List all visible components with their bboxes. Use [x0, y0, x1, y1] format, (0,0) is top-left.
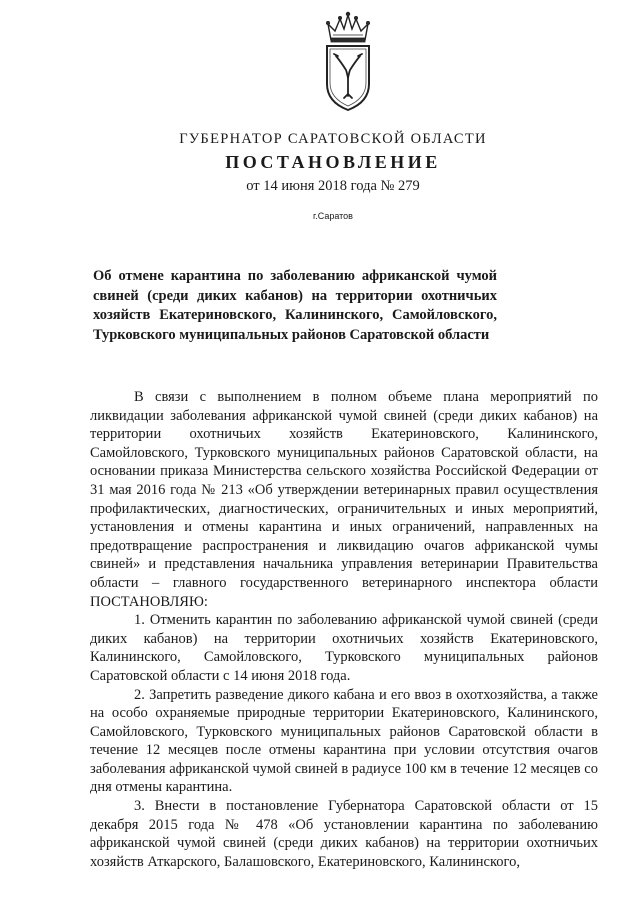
resolution-item-2: 2. Запретить разведение дикого кабана и его ввоз в охотхозяйства, а также на особо охраняемые природные территории Екатериновского, Калининского, Самойловского, Турковского муниципальных районов Саратовской области в течение 12 месяцев после отмены карантина при условии отсутствия очагов заболевания африканской чумой свиней в радиусе 100 км в течение 12 месяцев со дня отмены карантина.: [90, 686, 598, 796]
resolution-item-3: 3. Внести в постановление Губернатора Саратовской области от 15 декабря 2015 года № 478 «Об установлении карантина по заболеванию африканской чумой свиней (среди диких кабанов) на территории охотничьих хозяйств Аткарского, Балашовского, Екатериновского, Калининского,: [90, 798, 598, 870]
resolution-item-1: 1. Отменить карантин по заболеванию африканской чумой свиней (среди диких кабанов) на территории охотничьих хозяйств Екатериновского, Калининского, Самойловского, Турковского муниципальных районов Саратовской области с 14 июня 2018 года.: [90, 612, 598, 684]
document-type-title: ПОСТАНОВЛЕНИЕ: [225, 152, 441, 172]
document-date-number: от 14 июня 2018 года № 279: [246, 178, 420, 194]
saratov-oblast-coat-of-arms-icon: [320, 10, 376, 114]
preamble-paragraph: В связи с выполнением в полном объеме плана мероприятий по ликвидации заболевания африканской чумой свиней (среди диких кабанов) на территории охотничьих хозяйств Екатериновского, Калининского, Самойловского, Турковского муниципальных районов Саратовской области, на основании приказа Министерства сельского хозяйства Российской Федерации от 31 мая 2016 года № 213 «Об утверждении ветеринарных правил осуществления профилактических, диагностических, ограничительных и иных мероприятий, установления и отмены карантина и иных ограничений, направленных на предотвращение распространения и ликвидацию очагов африканской чумы свиней» и представления начальника управления ветеринарии Правительства области – главного государственного ветеринарного инспектора области ПОСТАНОВЛЯЮ:: [90, 389, 598, 610]
document-body: [90, 388, 598, 871]
document-subject-heading: Об отмене карантина по заболеванию африканской чумой свиней (среди диких кабанов) на территории охотничьих хозяйств Екатериновского, Калининского, Самойловского, Турковского муниципальных районов Саратовской области: [93, 268, 497, 343]
issuing-authority: ГУБЕРНАТОР САРАТОВСКОЙ ОБЛАСТИ: [179, 131, 487, 147]
document-place: г.Саратов: [313, 211, 353, 221]
